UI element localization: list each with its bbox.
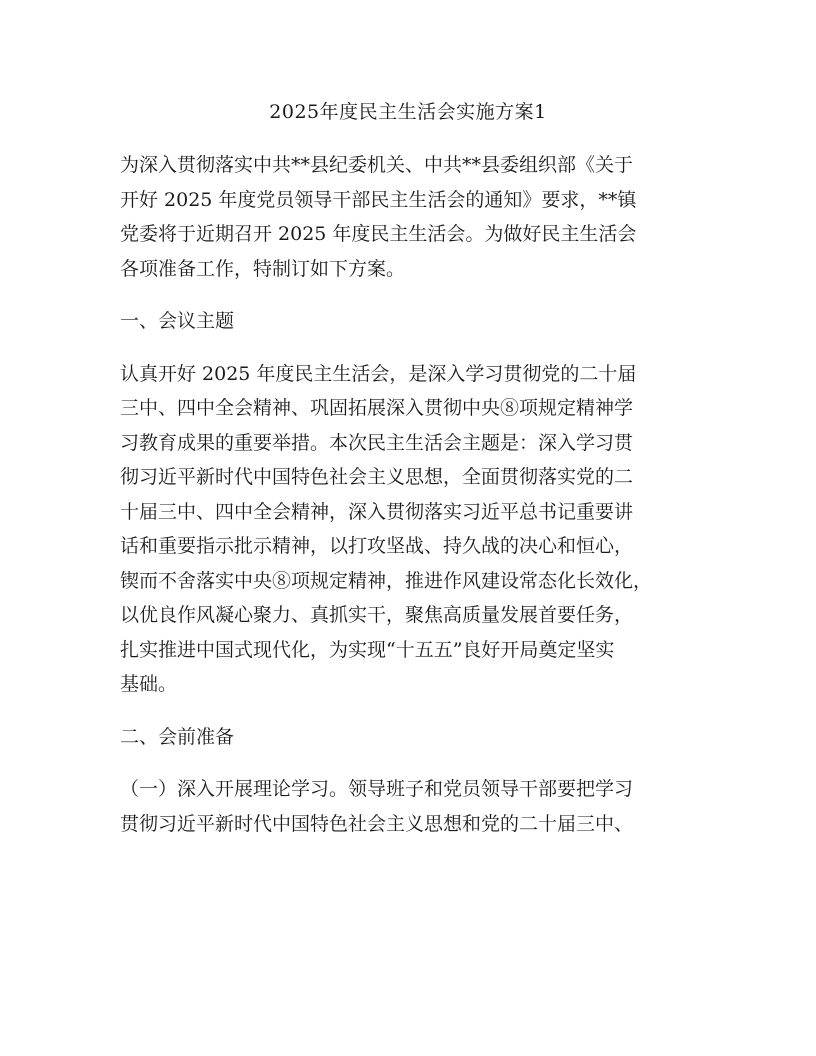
section-1-line-5: 十届三中、四中全会精神，深入贯彻落实习近平总书记重要讲 <box>120 500 634 523</box>
intro-line-3: 党委将于近期召开 2025 年度民主生活会。为做好民主生活会 <box>120 223 637 245</box>
section-2-heading: 二、会前准备 <box>120 725 235 748</box>
section-1-line-8: 以优良作风凝心聚力、真抓实干，聚焦高质量发展首要任务， <box>120 604 634 626</box>
section-1-line-2: 三中、四中全会精神、巩固拓展深入贯彻中央⑧项规定精神学 <box>120 397 634 419</box>
intro-line-4: 各项准备工作，特制订如下方案。 <box>120 257 406 280</box>
section-1-line-4: 彻习近平新时代中国特色社会主义思想，全面贯彻落实党的二 <box>120 466 634 488</box>
section-1-heading: 一、会议主题 <box>120 310 235 332</box>
section-1-line-9: 扎实推进中国式现代化，为实现“十五五”良好开局奠定坚实 <box>120 638 615 661</box>
section-1-line-6: 话和重要指示批示精神，以打攻坚战、持久战的决心和恒心， <box>120 535 634 557</box>
intro-line-1: 为深入贯彻落实中共**县纪委机关、中共**县委组织部《关于 <box>120 154 634 176</box>
document-title: 2025年度民主生活会实施方案1 <box>269 101 547 123</box>
intro-line-2: 开好 2025 年度党员领导干部民主生活会的通知》要求，**镇 <box>120 188 637 211</box>
section-1-line-10: 基础。 <box>120 673 178 695</box>
section-1-line-7: 锲而不舍落实中央⑧项规定精神，推进作风建设常态化长效化， <box>120 569 653 592</box>
document-body <box>120 148 716 859</box>
section-2-paragraph <box>120 772 716 841</box>
section-2-line-1: （一）深入开展理论学习。领导班子和党员领导干部要把学习 <box>120 778 634 800</box>
section-2-line-2: 贯彻习近平新时代中国特色社会主义思想和党的二十届三中、 <box>120 812 634 835</box>
section-1-line-1: 认真开好 2025 年度民主生活会，是深入学习贯彻党的二十届 <box>120 362 637 385</box>
section-1-line-3: 习教育成果的重要举措。本次民主生活会主题是：深入学习贯 <box>120 431 634 454</box>
section-1-paragraph <box>120 357 716 702</box>
intro-paragraph <box>120 148 716 286</box>
